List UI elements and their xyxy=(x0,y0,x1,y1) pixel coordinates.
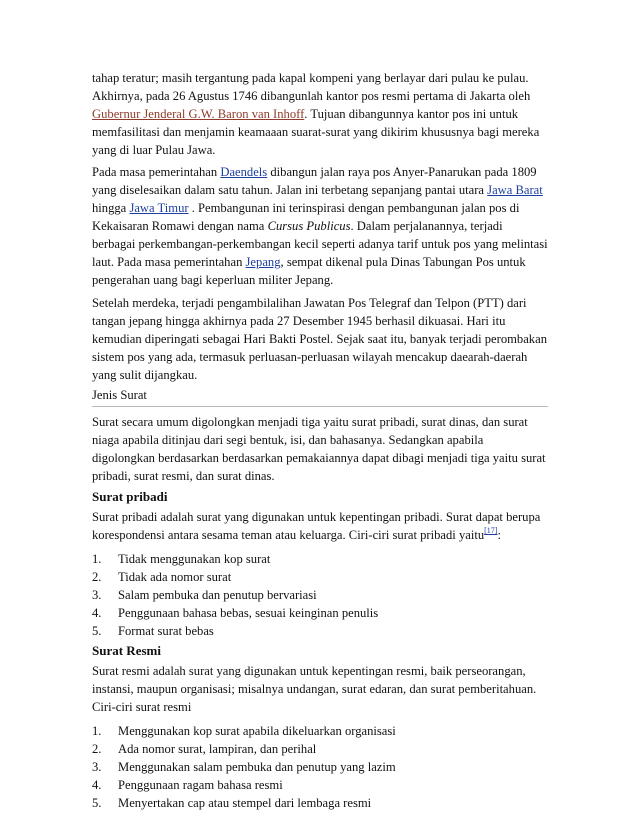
article-body xyxy=(92,69,548,812)
citation-link[interactable]: [17] xyxy=(484,526,498,535)
list-item-text: Tidak ada nomor surat xyxy=(118,570,232,584)
link-jepang[interactable]: Jepang xyxy=(245,255,281,269)
paragraph-post-history-1 xyxy=(92,69,548,159)
section-heading-jenis-surat: Jenis Surat xyxy=(92,386,548,407)
link-governor-van-inhoff[interactable]: Gubernur Jenderal G.W. Baron van Inhoff xyxy=(92,107,305,121)
paragraph-text: Pada masa pemerintahan xyxy=(92,165,221,179)
paragraph-text: Surat pribadi adalah surat yang digunakan untuk kepentingan pribadi. Surat dapat berupa korespondensi antara sesama teman atau keluarga. Ciri-ciri surat pribadi yaitu xyxy=(92,510,541,542)
list-item-number: 4. xyxy=(92,778,102,792)
list-item-number: 4. xyxy=(92,606,102,620)
paragraph-text: tahap teratur; masih tergantung pada kapal kompeni yang berlayar dari pulau ke pulau. Akhirnya, pada 26 Agustus 1746 dibangunlah kantor pos resmi pertama di Jakarta oleh xyxy=(92,71,531,103)
list-item xyxy=(92,776,548,794)
list-item-text: Penggunaan bahasa bebas, sesuai keinginan penulis xyxy=(118,606,379,620)
list-item-text: Penggunaan ragam bahasa resmi xyxy=(118,778,283,792)
list-item-text: Menyertakan cap atau stempel dari lembaga resmi xyxy=(118,796,372,810)
list-ciri-surat-pribadi xyxy=(92,550,548,640)
heading-surat-pribadi: Surat pribadi xyxy=(92,489,168,504)
list-item xyxy=(92,568,548,586)
list-item xyxy=(92,758,548,776)
list-item-text: Salam pembuka dan penutup bervariasi xyxy=(118,588,317,602)
link-daendels[interactable]: Daendels xyxy=(220,165,268,179)
list-item-number: 1. xyxy=(92,552,102,566)
paragraph-text: : xyxy=(497,528,501,542)
paragraph-post-history-2 xyxy=(92,163,548,289)
list-item-text: Menggunakan kop surat apabila dikeluarkan organisasi xyxy=(118,724,396,738)
paragraph-text: dibangun jalan raya pos Anyer-Panarukan pada 1809 yang diselesaikan dalam satu tahun. Jalan ini terbetang sepanjang pantai utara xyxy=(92,165,537,197)
list-item-number: 5. xyxy=(92,624,102,638)
list-item xyxy=(92,794,548,812)
paragraph-text: , sempat dikenal pula Dinas Tabungan Pos untuk pengerahan uang bagi keperluan militer Jepang. xyxy=(92,255,526,287)
list-item-text: Format surat bebas xyxy=(118,624,214,638)
italic-cursus-publicus: Cursus Publicus xyxy=(267,219,351,233)
list-item-text: Tidak menggunakan kop surat xyxy=(118,552,271,566)
paragraph-text: . Dalam perjalanannya, terjadi berbagai perkembangan-perkembangan kecil seperti adanya tarif untuk pos yang melintasi laut. Pada masa pemerintahan xyxy=(92,219,548,269)
paragraph-text: . Tujuan dibangunnya kantor pos ini untuk memfasilitasi dan menjamin keamaaan suarat-surat yang dikirim khususnya bagi mereka yang di luar Pulau Jawa. xyxy=(92,107,540,157)
paragraph-jenis-surat-intro: Surat secara umum digolongkan menjadi tiga yaitu surat pribadi, surat dinas, dan surat niaga apabila ditinjau dari segi bentuk, isi, dan bahasanya. Sedangkan apabila digolongkan berdasarkan berdasarkan pemakaiannya dapat dibagi menjadi tiga yaitu surat pribadi, surat resmi, dan surat dinas. xyxy=(92,415,546,483)
list-item xyxy=(92,550,548,568)
paragraph-text: hingga xyxy=(92,201,130,215)
paragraph-text: . Pembangunan ini terinspirasi dengan pembangunan jalan pos di Kekaisaran Romawi dengan nama xyxy=(92,201,520,233)
list-item-number: 3. xyxy=(92,760,102,774)
list-ciri-surat-resmi xyxy=(92,722,548,812)
paragraph-post-history-3: Setelah merdeka, terjadi pengambilalihan Jawatan Pos Telegraf dan Telpon (PTT) dari tangan jepang hingga akhirnya pada 27 Desember 1945 berhasil dikuasai. Hari itu kemudian diperingati sebagai Hari Bakti Postel. Sejak saat itu, banyak terjadi perombakan sistem pos yang ada, termasuk perluasan-perluasan wilayah mencakup daearah-daerah yang sulit dijangkau. xyxy=(92,296,547,382)
list-item-text: Menggunakan salam pembuka dan penutup yang lazim xyxy=(118,760,396,774)
list-item xyxy=(92,622,548,640)
list-item xyxy=(92,604,548,622)
link-jawa-timur[interactable]: Jawa Timur xyxy=(129,201,189,215)
list-item-text: Ada nomor surat, lampiran, dan perihal xyxy=(118,742,317,756)
list-item-number: 1. xyxy=(92,724,102,738)
list-item xyxy=(92,740,548,758)
list-item-number: 3. xyxy=(92,588,102,602)
list-item xyxy=(92,722,548,740)
heading-surat-resmi: Surat Resmi xyxy=(92,643,161,658)
paragraph-surat-pribadi xyxy=(92,508,548,544)
list-item xyxy=(92,586,548,604)
list-item-number: 5. xyxy=(92,796,102,810)
list-item-number: 2. xyxy=(92,570,102,584)
paragraph-surat-resmi: Surat resmi adalah surat yang digunakan untuk kepentingan resmi, baik perseorangan, instansi, maupun organisasi; misalnya undangan, surat edaran, dan surat pemberitahuan. Ciri-ciri surat resmi xyxy=(92,664,537,714)
list-item-number: 2. xyxy=(92,742,102,756)
link-jawa-barat[interactable]: Jawa Barat xyxy=(487,183,543,197)
